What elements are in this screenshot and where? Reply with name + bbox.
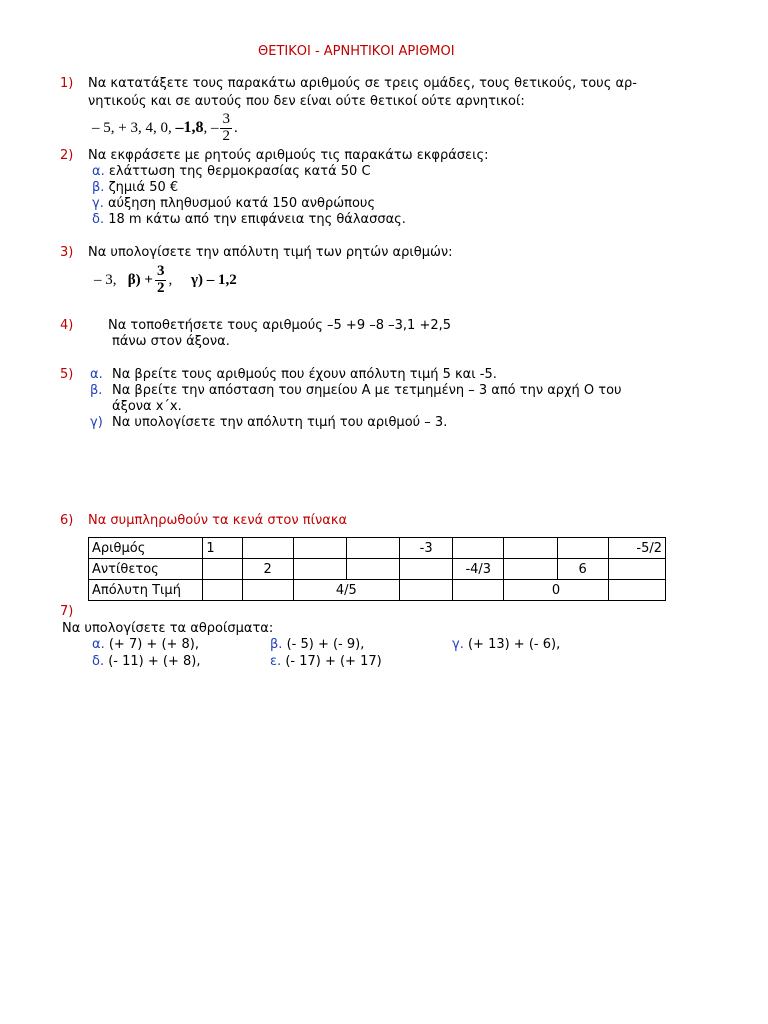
table-cell: Απόλυτη Τιμή [89, 580, 203, 601]
q2-item-d [92, 212, 406, 227]
table-cell: 6 [557, 559, 608, 580]
q4-number: 4) [60, 318, 74, 333]
table-cell [504, 559, 557, 580]
q1-minus: – [210, 119, 219, 136]
table-cell [400, 559, 453, 580]
table-row-opposite [89, 559, 666, 580]
q3-b-label: β) + [127, 271, 153, 288]
q4-text-line2: πάνω στον άξονα. [112, 334, 230, 349]
q7-item-a-text: (+ 7) + (+ 8), [108, 637, 200, 652]
table-cell: -5/2 [608, 538, 665, 559]
q6-text: Να συμπληρωθούν τα κενά στον πίνακα [88, 513, 348, 528]
page-title: ΘΕΤΙΚΟΙ - ΑΡΝΗΤΙΚΟΙ ΑΡΙΘΜΟΙ [258, 44, 455, 59]
q2-item-d-label: δ. [92, 212, 105, 227]
table-cell [242, 580, 293, 601]
q5-b-text-line2: άξονα x΄x. [112, 399, 182, 414]
q7-item-b-label: β. [270, 637, 283, 652]
q1-number-list: – 5, + 3, 4, 0, [92, 119, 172, 136]
table-cell: -3 [400, 538, 453, 559]
q3-number: 3) [60, 245, 74, 260]
q1-text-line2: νητικούς και σε αυτούς που δεν είναι ούτε θετικοί ούτε αρνητικοί: [88, 94, 525, 109]
q7-item-e-text: (- 17) + (+ 17) [285, 654, 382, 669]
table-row-number [89, 538, 666, 559]
q2-item-b-text: ζημιά 50 € [108, 180, 179, 195]
table-cell [203, 580, 242, 601]
q5-a-label: α. [90, 367, 103, 382]
q5-b-text-line1: Να βρείτε την απόσταση του σημείου Α με τετμημένη – 3 από την αρχή Ο του [112, 383, 622, 398]
table-cell [346, 538, 399, 559]
table-cell [453, 580, 504, 601]
table-cell: 1 [203, 538, 242, 559]
q3-fraction-numerator: 3 [156, 262, 165, 279]
q7-number: 7) [60, 604, 74, 619]
table-cell [400, 580, 453, 601]
table-cell: Αντίθετος [89, 559, 203, 580]
q2-item-d-text: 18 m κάτω από την επιφάνεια της θάλασσας. [108, 212, 406, 227]
q3-b-comma: , [168, 271, 173, 288]
q7-item-b [270, 637, 364, 652]
q7-item-e-label: ε. [270, 654, 282, 669]
q1-text-line1: Να κατατάξετε τους παρακάτω αριθμούς σε τρεις ομάδες, τους θετικούς, τους αρ- [88, 76, 637, 91]
q3-fraction [155, 264, 167, 297]
q2-item-a-label: α. [92, 164, 105, 179]
q1-comma: , [203, 119, 208, 136]
q2-text: Να εκφράσετε με ρητούς αριθμούς τις παρακάτω εκφράσεις: [88, 148, 489, 163]
q2-item-b-label: β. [92, 180, 105, 195]
q3-text: Να υπολογίσετε την απόλυτη τιμή των ρητών αριθμών: [88, 245, 453, 260]
q5-b-label: β. [90, 383, 103, 398]
table-cell [608, 559, 665, 580]
q2-item-c [92, 196, 375, 211]
q5-a-text: Να βρείτε τους αριθμούς που έχουν απόλυτη τιμή 5 και -5. [112, 367, 497, 382]
q2-item-c-label: γ. [92, 196, 104, 211]
table-row-absolute-value [89, 580, 666, 601]
q4-text-line1: Να τοποθετήσετε τους αριθμούς –5 +9 –8 –3,1 +2,5 [108, 318, 452, 333]
q1-numbers [92, 108, 238, 148]
q7-item-d-label: δ. [92, 654, 105, 669]
q2-item-a-text: ελάττωση της θερμοκρασίας κατά 50 C [108, 164, 371, 179]
table-cell: 2 [242, 559, 293, 580]
q1-fraction-denominator: 2 [222, 127, 230, 144]
table-cell [557, 538, 608, 559]
q7-item-d-text: (- 11) + (+ 8), [108, 654, 201, 669]
q2-number: 2) [60, 148, 74, 163]
table-cell [293, 538, 346, 559]
q7-item-c [452, 637, 560, 652]
q6-number: 6) [60, 513, 74, 528]
table-cell [346, 559, 399, 580]
q7-item-d [92, 654, 200, 669]
table-cell [453, 538, 504, 559]
q1-end: . [233, 119, 238, 136]
q2-item-c-text: αύξηση πληθυσμού κατά 150 ανθρώπους [107, 196, 376, 211]
q3-c: γ) – 1,2 [190, 271, 237, 288]
q7-item-a-label: α. [92, 637, 105, 652]
table-cell: 4/5 [293, 580, 399, 601]
q1-number: 1) [60, 76, 74, 91]
table-cell: 0 [504, 580, 608, 601]
q3-expressions [94, 260, 237, 300]
q1-fraction [220, 112, 232, 145]
q5-c-label: γ) [90, 415, 103, 430]
q7-item-c-label: γ. [452, 637, 464, 652]
q7-item-c-text: (+ 13) + (- 6), [467, 637, 561, 652]
table-cell [504, 538, 557, 559]
table-cell [203, 559, 242, 580]
q7-text: Να υπολογίσετε τα αθροίσματα: [62, 621, 274, 636]
q7-item-a [92, 637, 199, 652]
table-cell: Αριθμός [89, 538, 203, 559]
table-cell [608, 580, 665, 601]
table-cell: -4/3 [453, 559, 504, 580]
table-cell [242, 538, 293, 559]
q5-number: 5) [60, 367, 74, 382]
q7-item-e [270, 654, 382, 669]
q5-c-text: Να υπολογίσετε την απόλυτη τιμή του αριθμού – 3. [112, 415, 448, 430]
q3-a: – 3, [94, 271, 117, 288]
q1-fraction-numerator: 3 [222, 110, 230, 127]
fill-in-table [88, 537, 666, 601]
table-cell [293, 559, 346, 580]
q2-item-a [92, 164, 371, 179]
q1-bold-number: –1,8 [175, 119, 204, 136]
q3-fraction-denominator: 2 [156, 279, 165, 296]
q2-item-b [92, 180, 178, 195]
q7-item-b-text: (- 5) + (- 9), [286, 637, 365, 652]
